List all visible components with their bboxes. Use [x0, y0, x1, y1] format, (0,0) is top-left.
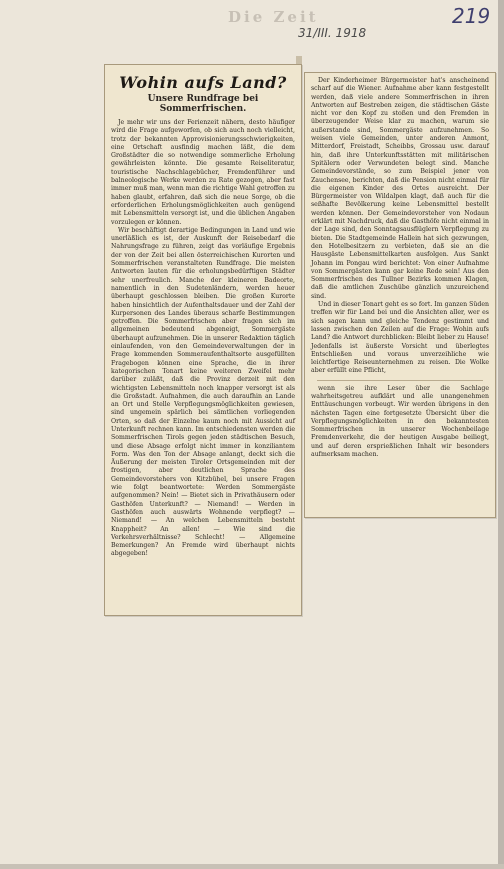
article-headline: Wohin aufs Land? [119, 73, 287, 92]
clipping-right-column [304, 72, 496, 518]
folio-number: 219 [452, 4, 491, 28]
paragraph: Der Kinderheimer Bürgermeister hat's anscheinend scharf auf die Wiener. Aufnahme aber kann festgestellt werden, daß viele andere Sommerfrischen in ihren Antworten auf Bestreben zeigen, die städtischen Gäste nicht vor den Kopf zu stoßen und den Fremden in überzeugender Weise klar zu machen, warum sie außerstande sind, Sommergäste aufzunehmen. So weisen viele Gemeinden, unter anderen Anmont, Mitterdorf, Freistadt, Scheibbs, Grossau usw. darauf hin, daß ihre Unterkunftsstätten mit militärischen Spitälern oder Verwundeten belegt sind. Manche Gemeindevorstände, so zum Beispiel jener von Zauchensee, berichten, daß die Pension nicht einmal für die eigenen Kinder des Ortes ausreicht. Der Bürgermeister von Wildalpen klagt, daß auch für die seßhafte Bevölkerung keine Lebensmittel bestellt werden können. Der Gemeindevorsteher von Nodaun erklärt mit Nachdruck, daß die Gasthöfe nicht einmal in der Lage sind, den Sonntagsausflüglern Verpflegung zu bieten. Die Stadtgemeinde Hallein hat sich gezwungen, den Hotelbesitzern zu verbieten, daß sie an die Hausgäste Lebensmittelkarten ausfolgen. Aus Sankt Johann im Pongau wird berichtet: Von einer Aufnahme von Sommergästen kann gar keine Rede sein! Aus den Sommerfrischen des Tullner Bezirks kommen Klagen, daß die amtlichen Zuschübe gänzlich unzureichend sind. [311, 77, 489, 300]
paragraph: wenn sie ihre Leser über die Sachlage wahrheitsgetreu aufklärt und alle unangenehmen Enttäuschungen vorbeugt. Wir werden übrigens in den nächsten Tagen eine fortgesetzte Übersicht über die Verpflegungsmöglichkeiten in den bekanntesten Sommerfrischen in unserer Wochenbeilage Fremdenverkehr, die der heutigen Ausgabe beiliegt, und auf deren ersprießlichen Inhalt wir besonders aufmerksam machen. [311, 384, 489, 459]
article-body-col1 [105, 119, 301, 559]
sheet-edge-right [498, 0, 504, 869]
faded-stamp: Die Zeit [228, 8, 319, 26]
clipping-left-column [104, 64, 302, 616]
sheet-edge-bottom [0, 864, 504, 869]
column-divider [317, 380, 483, 381]
article-subheadline: Unsere Rundfrage bei Sommerfrischen. [147, 94, 259, 114]
paragraph: Wir beschäftigt derartige Bedingungen in Land und wie unerläßlich es ist, der Auskunft der Reisebedarf die Nahrungsfrage zu führen, zeigt das vorläufige Ergebnis der von der Zeit bei allen österreichischen Kurorten und Sommerfrischen veranstalteten Rundfrage. Die meisten Antworten lauten für die erholungsbedürftigen Städter sehr unerfreulich. Manche der kleineren Badeorte, namentlich in den Sudetenländern, werden heuer überhaupt geschlossen bleiben. Die großen Kurorte haben hinsichtlich der Aufenthaltsdauer und der Zahl der Kurpersonen des Landes überaus scharfe Bestimmungen getroffen. Die Sommerfrischen aber fragen sich im allgemeinen bedeutend abgeneigt, Sommergäste überhaupt aufzunehmen. Die in unserer Redaktion täglich einlaufenden, von den Gemeindeverwaltungen der in Frage kommenden Sommeraufenthaltsorte ausgefüllten Fragebogen können eine Sprache, die in ihrer kategorischen Tonart keine weiteren Zweifel mehr darüber zuläßt, daß die Provinz derzeit mit den wichtigsten Lebensmitteln noch knapper versorgt ist als die Großstadt. Aufnahmen, die auch daraufhin an Lande an Ort und Stelle Verpflegungsmöglichkeiten gewiesen, sind ungemein spärlich bei sämtlichen vorliegenden Orten, so daß der Einzelne kaum noch mit Aussicht auf Unterkunft rechnen kann. Im entschiedensten werden die Sommerfrischen Tirols gegen jeden städtischen Besuch, und diese Absage erfolgt nicht immer in konziliantem Form. Was den Ton der Absage anlangt, deckt sich die Äußerung der meisten Tiroler Ortsgemeinden mit der frostigen, aber deutlichen Sprache des Gemeindevorstehers von Kitzbühel, bei unsere Fragen wie folgt beantwortete: Werden Sommergäste aufgenommen? Nein! — Bietet sich in Privathäusern oder Gasthöfen Unterkunft? — Niemand! — Werden in Gasthöfen auch auswärts Wohnende verpflegt? — Niemand! — An welchen Lebensmitteln besteht Knappheit? An allen! — Wie sind die Verkehrsverhältnisse? Schlecht! — Allgemeine Bemerkungen? An Fremde wird überhaupt nichts abgegeben! [111, 226, 295, 558]
article-body-col2 [305, 73, 495, 459]
paragraph: Und in dieser Tonart geht es so fort. Im ganzen Süden treffen wir für Land bei und die Ansichten aller, wer es sich sagen kann und gleiche Tendenz gestimmt und lassen zwischen den Zeilen auf die Frage: Wohin aufs Land? die Antwort durchblicken: Bleibt lieber zu Hause! Jedenfalls ist äußerste Vorsicht und überlegtes Entschließen und voraus unverzeihliche wie leichtfertige Reiseunternehmen zu reisen. Die Wolke aber erfüllt eine Pflicht, [311, 301, 489, 375]
paragraph: Je mehr wir uns der Ferienzeit nähern, desto häufiger wird die Frage aufgeworfen, ob sich auch noch vielleicht, trotz der bekannten Approvisionierungsschwierigkeiten, eine Ortschaft ausfindig machen läßt, die dem Großstädter die so notwendige sommerliche Erholung gewährleisten könnte. Die gesamte Reiseliteratur, touristische Nachschlagebücher, Fremdenführer und balneologische Werke werden zu Rate gezogen, aber fast immer muß man, wenn man die richtige Wahl getroffen zu haben glaubt, erfahren, daß sich die neue Sorge, ob die erforderlichen Erholungsmöglichkeiten auch genügend mit Lebensmitteln versorgt ist, und die üblichen Angaben vorzulegen er können. [111, 119, 295, 226]
handwritten-date: 31/III. 1918 [298, 26, 367, 40]
